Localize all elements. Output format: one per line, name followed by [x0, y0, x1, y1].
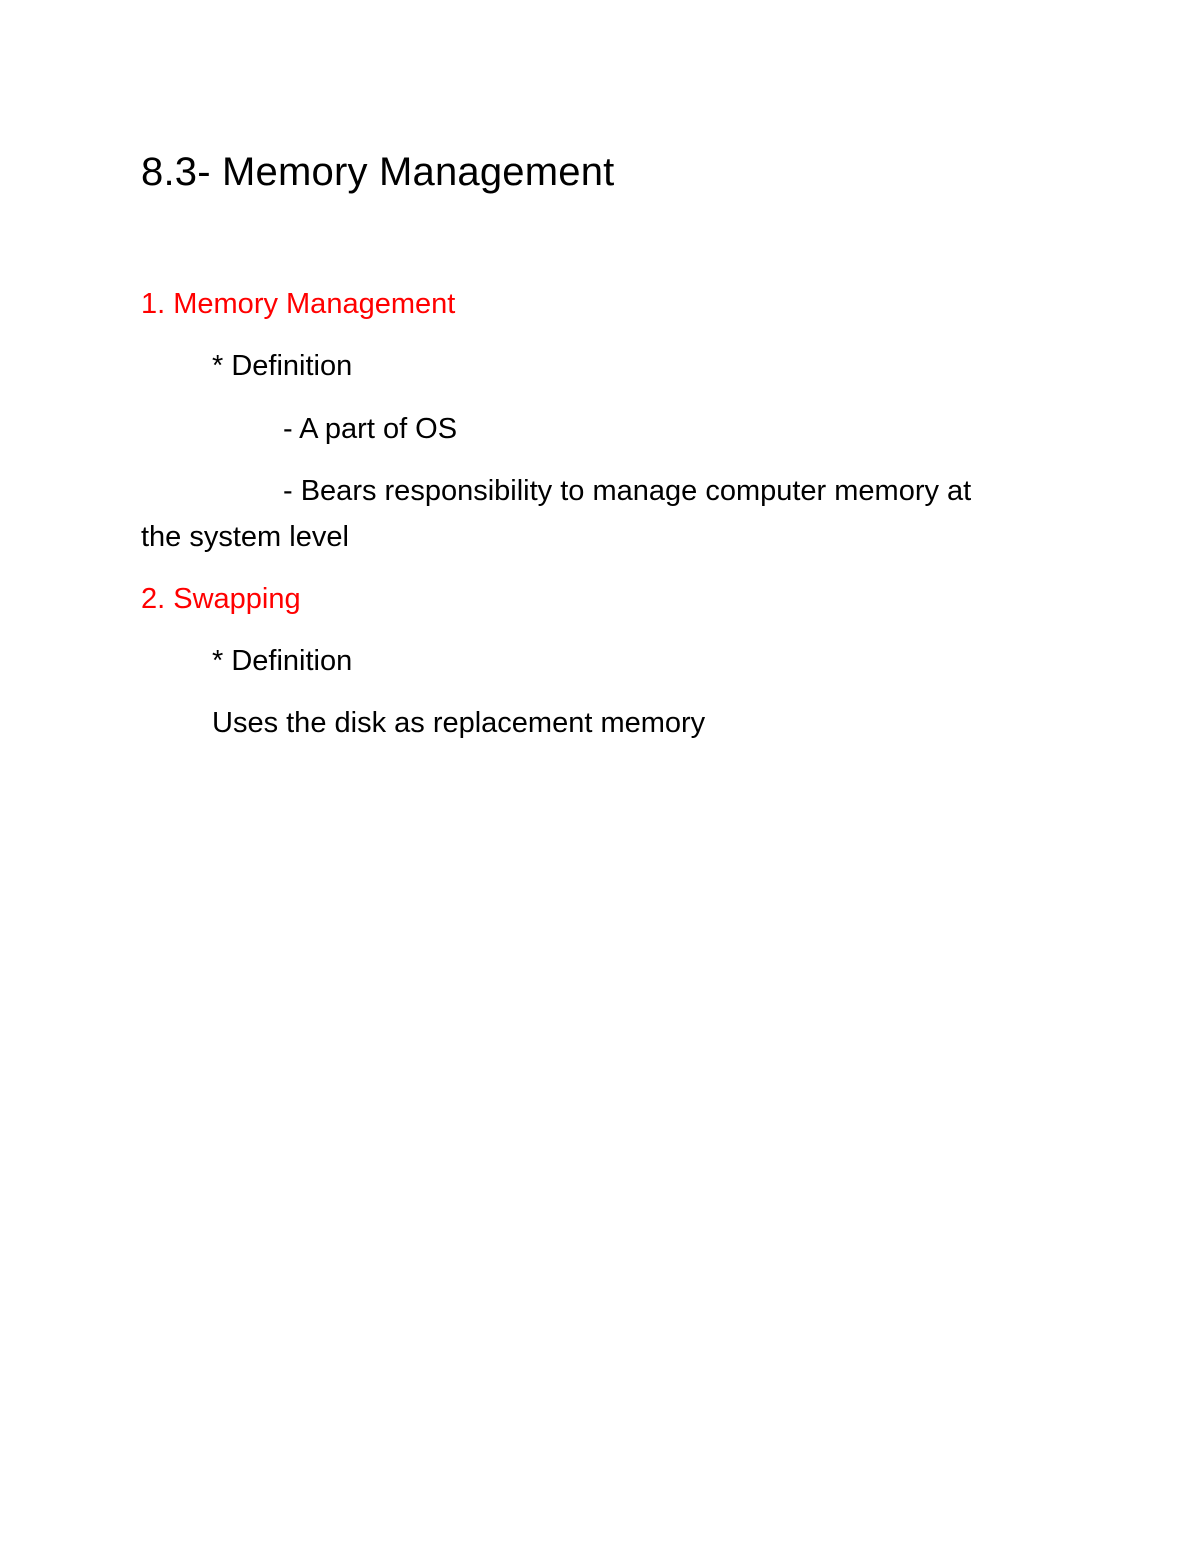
section-heading-swapping: 2. Swapping — [141, 583, 301, 615]
section-heading-memory-management: 1. Memory Management — [141, 288, 456, 320]
definition-label: * Definition — [212, 645, 353, 677]
definition-point-continuation: the system level — [141, 521, 349, 553]
definition-label: * Definition — [212, 350, 353, 382]
definition-point: - A part of OS — [283, 413, 458, 445]
definition-text: Uses the disk as replacement memory — [212, 707, 706, 739]
page-title: 8.3- Memory Management — [141, 150, 615, 194]
definition-point: - Bears responsibility to manage computer memory at — [283, 475, 972, 507]
